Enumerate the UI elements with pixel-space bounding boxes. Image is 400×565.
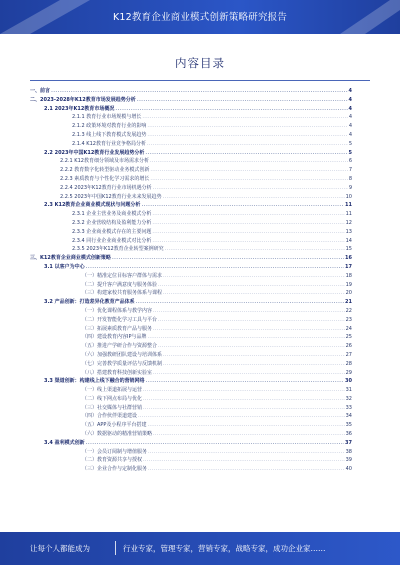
toc-entry-title: 2.1.3 线上线下教育模式发展趋势 — [72, 131, 147, 138]
toc-leader-dots — [152, 228, 344, 237]
toc-entry-title: 2.2.3 素质教育与个性化学习需求的增长 — [60, 175, 150, 182]
toc-entry[interactable] — [30, 166, 352, 175]
footer-divider — [115, 541, 116, 555]
toc-entry[interactable] — [30, 465, 352, 474]
toc-page-number: 31 — [345, 387, 352, 394]
toc-leader-dots — [153, 325, 345, 334]
toc-entry[interactable] — [30, 369, 352, 378]
toc-leader-dots — [153, 307, 345, 316]
report-title: K12教育企业商业模式创新策略研究报告 — [112, 12, 288, 23]
toc-entry-title: 2.3.2 企业营收结构及盈利能力分析 — [72, 219, 152, 226]
toc-entry[interactable] — [30, 430, 352, 439]
toc-page-number: 4 — [348, 123, 352, 130]
toc-page-number: 32 — [345, 395, 352, 402]
toc-entry-title: （三）企业合作与定制化服务 — [82, 466, 148, 473]
toc-leader-dots — [147, 131, 347, 140]
toc-entry[interactable] — [30, 184, 352, 193]
toc-page-number: 30 — [345, 378, 352, 385]
toc-entry-title: 2.3.1 企业主营业务及商业模式分析 — [72, 211, 152, 218]
toc-entry-title: （六）数据驱动的精准营销策略 — [82, 431, 153, 438]
toc-leader-dots — [152, 219, 344, 228]
toc-divider — [30, 80, 370, 81]
toc-page-number: 40 — [345, 466, 352, 473]
toc-entry-title: 2.2.2 教育数字化转型驱动业务模式创新 — [60, 167, 150, 174]
toc-entry[interactable] — [30, 105, 352, 114]
toc-entry-title: 2.3.4 同行业企业商业模式对比分析 — [72, 237, 152, 244]
toc-leader-dots — [112, 254, 344, 263]
toc-page-number: 34 — [345, 413, 352, 420]
toc-entry-title: （七）完善教学质量评估与反馈机制 — [82, 360, 163, 367]
toc-page-number: 25 — [345, 334, 352, 341]
toc-leader-dots — [137, 96, 348, 105]
toc-page-number: 6 — [348, 158, 352, 165]
toc-entry-title: 3.4 盈利模式创新 — [44, 439, 85, 446]
toc-page-number: 4 — [348, 105, 352, 112]
toc-entry-title: （二）线下网点布局与优化 — [82, 395, 143, 402]
toc-entry-title: 二、2023-2028年K12教育市场发展趋势分析 — [30, 96, 136, 103]
toc-leader-dots — [115, 105, 347, 114]
toc-entry-title: 2.1.4 K12教育行业竞争格局分析 — [72, 140, 146, 147]
toc-page-number: 26 — [345, 343, 352, 350]
toc-entry-title: （二）开发智能化学习工具与平台 — [82, 316, 158, 323]
toc-page-number: 14 — [345, 237, 352, 244]
toc-leader-dots — [147, 140, 348, 149]
toc-entry[interactable] — [30, 421, 352, 430]
toc-page-number: 4 — [348, 96, 352, 103]
toc-entry[interactable] — [30, 412, 352, 421]
toc-entry[interactable] — [30, 351, 352, 360]
toc-entry-title: 2.1.1 教育行业市场规模与增长 — [72, 114, 142, 121]
toc-entry[interactable] — [30, 360, 352, 369]
toc-page-number: 33 — [345, 404, 352, 411]
toc-page-number: 4 — [348, 114, 352, 121]
toc-entry-title: 三、K12教育企业商业模式创新策略 — [30, 255, 111, 262]
toc-entry[interactable] — [30, 439, 352, 448]
toc-entry-title: 2.3.5 2023年K12教育企业转型案例研究 — [72, 246, 164, 253]
toc-page-number: 11 — [345, 202, 352, 209]
toc-entry[interactable] — [30, 113, 352, 122]
toc-entry-title: 2.3.3 企业商业模式存在的主要问题 — [72, 228, 152, 235]
toc-leader-dots — [152, 237, 344, 246]
toc-page-number: 13 — [345, 228, 352, 235]
toc-entry[interactable] — [30, 210, 352, 219]
toc-page-number: 17 — [345, 263, 352, 270]
toc-entry[interactable] — [30, 175, 352, 184]
toc-page-number: 9 — [348, 184, 352, 191]
toc-leader-dots — [147, 122, 347, 131]
toc-entry[interactable] — [30, 122, 352, 131]
toc-entry-title: 3.3 渠道创新：构建线上线下融合的营销网络 — [44, 378, 145, 385]
footer-tagline: 行业专家，管理专家，营销专家，战略专家，成功企业家…… — [123, 544, 326, 553]
toc-page-number: 35 — [345, 422, 352, 429]
toc-entry[interactable] — [30, 245, 352, 254]
toc-entry-title: 2.2.5 2023年中国K12教育行业未来发展趋势 — [60, 193, 162, 200]
toc-entry-title: （三）社交媒体与社群营销 — [82, 404, 143, 411]
toc-leader-dots — [145, 149, 347, 158]
toc-entry-title: 一、前言 — [30, 88, 51, 94]
toc-entry[interactable] — [30, 272, 352, 281]
toc-entry[interactable] — [30, 131, 352, 140]
toc-entry-title: 2.3 K12教育企业商业模式现状与问题分析 — [44, 202, 141, 209]
toc-leader-dots — [153, 184, 348, 193]
toc-leader-dots — [150, 166, 347, 175]
toc-entry-title: 2.2 2023年中国K12教育行业发展趋势分析 — [44, 149, 145, 156]
toc-entry-title: （六）加强教研团队建设与培训体系 — [82, 351, 163, 358]
toc-entry[interactable] — [30, 333, 352, 342]
toc-entry-title: （二）提升客户满意度与服务体验 — [82, 281, 158, 288]
toc-entry[interactable] — [30, 448, 352, 457]
toc-entry[interactable] — [30, 342, 352, 351]
toc-entry-title: （五）APP及小程序平台搭建 — [82, 422, 147, 429]
toc-entry-title: （八）搭建教育科技创新实验室 — [82, 369, 153, 376]
toc-leader-dots — [147, 421, 344, 430]
toc-entry-title: （一）优化课程体系与教学内容 — [82, 307, 153, 314]
toc-entry[interactable] — [30, 140, 352, 149]
toc-page-number: 36 — [345, 431, 352, 438]
toc-page-number: 18 — [345, 272, 352, 279]
toc-leader-dots — [163, 289, 345, 298]
toc-page-number: 5 — [348, 149, 352, 156]
toc-entry-title: （二）教育资源共享与授权 — [82, 457, 143, 464]
toc-page-number: 16 — [345, 255, 352, 262]
toc-leader-dots — [136, 298, 344, 307]
toc-page-number: 5 — [348, 140, 352, 147]
toc-page-number: 4 — [348, 88, 352, 94]
toc-entry[interactable] — [30, 377, 352, 386]
toc-entry[interactable] — [30, 87, 352, 96]
toc-page-number: 24 — [345, 325, 352, 332]
toc-entry[interactable] — [30, 193, 352, 202]
toc-leader-dots — [163, 193, 345, 202]
toc-entry-title: 2.1 2023年K12教育市场概况 — [44, 105, 115, 112]
toc-entry[interactable] — [30, 237, 352, 246]
toc-leader-dots — [163, 360, 345, 369]
toc-entry-title: （三）构建家校共育服务体系与课程 — [82, 290, 163, 297]
toc-leader-dots — [86, 439, 344, 448]
toc-entry[interactable] — [30, 289, 352, 298]
toc-entry-title: （四）合作伙伴渠道建设 — [82, 413, 138, 420]
toc-leader-dots — [158, 281, 345, 290]
toc-page-number: 8 — [348, 175, 352, 182]
toc-leader-dots — [86, 263, 344, 272]
toc-page-number: 29 — [345, 369, 352, 376]
toc-entry[interactable] — [30, 281, 352, 290]
toc-leader-dots — [150, 157, 348, 166]
toc-entry-title: 3.1 以客户为中心 — [44, 263, 85, 270]
toc-leader-dots — [51, 87, 348, 96]
toc-leader-dots — [158, 316, 345, 325]
toc-entry[interactable] — [30, 395, 352, 404]
toc-entry-title: （一）线上渠道拓展与运营 — [82, 387, 143, 394]
toc-page-number: 4 — [348, 131, 352, 138]
table-of-contents — [30, 87, 352, 474]
footer-banner — [0, 532, 400, 565]
toc-leader-dots — [146, 377, 344, 386]
toc-entry[interactable] — [30, 149, 352, 158]
footer-slogan: 让每个人都能成为 — [30, 544, 90, 553]
toc-leader-dots — [148, 465, 345, 474]
toc-leader-dots — [158, 342, 345, 351]
toc-page-number: 7 — [348, 167, 352, 174]
toc-leader-dots — [163, 272, 345, 281]
toc-leader-dots — [153, 430, 345, 439]
toc-leader-dots — [165, 245, 345, 254]
toc-page-number: 22 — [345, 307, 352, 314]
toc-page-number: 28 — [345, 360, 352, 367]
toc-entry[interactable] — [30, 228, 352, 237]
toc-leader-dots — [148, 448, 345, 457]
toc-entry[interactable] — [30, 263, 352, 272]
toc-entry-title: 2.1.2 政策环境对教育行业的影响 — [72, 123, 147, 130]
toc-page-number: 10 — [345, 193, 352, 200]
toc-leader-dots — [150, 175, 347, 184]
toc-page-number: 19 — [345, 281, 352, 288]
toc-page-number: 27 — [345, 351, 352, 358]
toc-entry-title: 2.2.1 K12教育细分领域及市场需求分析 — [60, 158, 149, 165]
toc-entry-title: （一）精准定位目标客户群体与需求 — [82, 272, 163, 279]
toc-leader-dots — [152, 210, 344, 219]
toc-page-number: 23 — [345, 316, 352, 323]
toc-leader-dots — [163, 351, 345, 360]
toc-entry[interactable] — [30, 201, 352, 210]
toc-leader-dots — [141, 201, 344, 210]
toc-entry[interactable] — [30, 298, 352, 307]
toc-page-number: 15 — [345, 246, 352, 253]
toc-page-number: 11 — [345, 211, 352, 218]
toc-leader-dots — [143, 456, 345, 465]
header-banner — [0, 0, 400, 34]
toc-entry-title: （一）会员订阅制与增值服务 — [82, 448, 148, 455]
toc-leader-dots — [143, 386, 345, 395]
toc-entry[interactable] — [30, 325, 352, 334]
toc-entry-title: （三）拓展素质教育产品与服务 — [82, 325, 153, 332]
toc-page-number: 21 — [345, 299, 352, 306]
toc-leader-dots — [142, 113, 347, 122]
toc-page-number: 20 — [345, 290, 352, 297]
toc-entry[interactable] — [30, 219, 352, 228]
toc-entry[interactable] — [30, 157, 352, 166]
toc-entry[interactable] — [30, 307, 352, 316]
toc-entry[interactable] — [30, 254, 352, 263]
toc-entry[interactable] — [30, 404, 352, 413]
toc-page-number: 39 — [345, 457, 352, 464]
toc-leader-dots — [143, 404, 345, 413]
toc-page-number: 38 — [345, 448, 352, 455]
toc-entry-title: 3.2 产品创新：打造差异化教育产品体系 — [44, 299, 135, 306]
toc-heading: 内容目录 — [175, 56, 225, 70]
toc-entry-title: 2.2.4 2023年K12教育行业市场机遇分析 — [60, 184, 152, 191]
toc-entry[interactable] — [30, 96, 352, 105]
toc-page-number: 37 — [345, 439, 352, 446]
toc-entry[interactable] — [30, 386, 352, 395]
toc-entry[interactable] — [30, 316, 352, 325]
toc-entry-title: （四）建设教育内容IP与品牌 — [82, 334, 147, 341]
toc-leader-dots — [143, 395, 345, 404]
toc-page-number: 12 — [345, 219, 352, 226]
toc-leader-dots — [148, 333, 345, 342]
toc-entry[interactable] — [30, 456, 352, 465]
toc-leader-dots — [153, 369, 345, 378]
toc-entry-title: （五）推进产学研合作与资源整合 — [82, 343, 158, 350]
toc-leader-dots — [138, 412, 345, 421]
